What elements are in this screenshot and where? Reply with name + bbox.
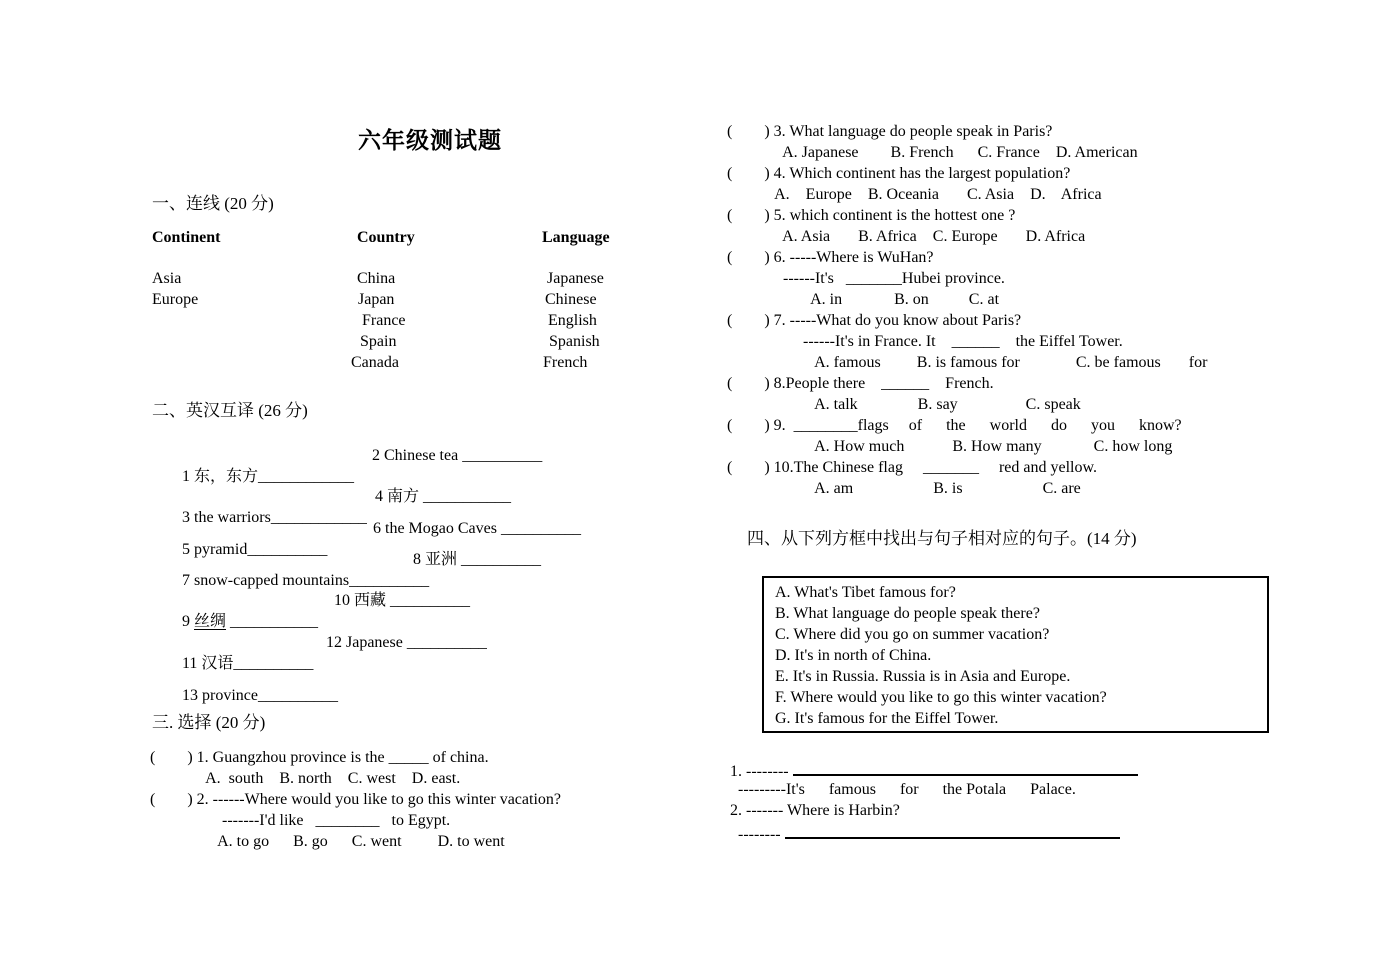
translation-item-left: 13 province__________ [182, 687, 338, 704]
answer-blank-line [793, 758, 1138, 776]
answer1-prompt-line [730, 758, 1138, 779]
country-item: Japan [358, 291, 395, 308]
answer-blank-line [785, 821, 1120, 839]
matching-table [150, 227, 710, 377]
choice-options-line: A. in B. on C. at [727, 291, 1000, 308]
box-option: B. What language do people speak there? [775, 605, 1040, 622]
language-column [542, 227, 610, 373]
options-box [762, 576, 1269, 733]
choice-question-line: ( ) 3. What language do people speak in Paris? [727, 123, 1053, 140]
choice-options-line: A. south B. north C. west D. east. [150, 770, 461, 787]
section1-heading: 一、连线 (20 分) [152, 194, 274, 213]
answer1-prompt: 1. -------- [730, 763, 793, 780]
language-item: English [548, 312, 597, 329]
choice-question-line: ( ) 10.The Chinese flag _______ red and yellow. [727, 459, 1097, 476]
country-item: Canada [351, 354, 399, 371]
box-option: A. What's Tibet famous for? [775, 584, 956, 601]
translation-item-right: 8 亚洲 __________ [413, 551, 542, 568]
translation-item-left: 3 the warriors____________ [182, 509, 367, 526]
left-column [150, 0, 710, 971]
translation-item-right: 10 西藏 __________ [334, 592, 471, 609]
continent-header: Continent [152, 229, 221, 246]
choice-questions-left [150, 747, 561, 852]
choice-question-line: ( ) 7. -----What do you know about Paris? [727, 312, 1022, 329]
choice-answer-line: -------I'd like ________ to Egypt. [150, 812, 451, 829]
section3-heading: 三. 选择 (20 分) [152, 713, 266, 732]
page-title: 六年级测试题 [358, 127, 502, 153]
choice-options-line: A. famous B. is famous for C. be famous for [727, 354, 1208, 371]
answer2-dashes: -------- [730, 826, 785, 843]
item9-number: 9 [182, 613, 194, 630]
translation-item-left: 1 东，东方____________ [182, 468, 355, 485]
translation-item-right: 4 南方 ___________ [375, 488, 512, 505]
continent-item: Asia [152, 270, 182, 287]
box-option: G. It's famous for the Eiffel Tower. [775, 710, 999, 727]
choice-questions-right [727, 121, 1207, 499]
choice-options-line: A. Europe B. Oceania C. Asia D. Africa [727, 186, 1102, 203]
box-option: C. Where did you go on summer vacation? [775, 626, 1050, 643]
language-header: Language [542, 229, 610, 246]
choice-question-line: ( ) 4. Which continent has the largest population? [727, 165, 1071, 182]
continent-item: Europe [152, 291, 199, 308]
country-item: China [357, 270, 396, 287]
translation-item-left: 5 pyramid__________ [182, 541, 328, 558]
choice-options-line: A. talk B. say C. speak [727, 396, 1081, 413]
box-option: D. It's in north of China. [775, 647, 932, 664]
choice-question-line: ( ) 2. ------Where would you like to go this winter vacation? [150, 791, 561, 808]
choice-options-line: A. am B. is C. are [727, 480, 1081, 497]
translation-item-left: 11 汉语__________ [182, 655, 314, 672]
answer2-reply-line [730, 821, 1138, 842]
choice-options-line: A. Asia B. Africa C. Europe D. Africa [727, 228, 1086, 245]
language-item: Japanese [547, 270, 604, 287]
choice-answer-line: ------It's in France. It ______ the Eiffel Tower. [727, 333, 1123, 350]
choice-question-line: ( ) 8.People there ______ French. [727, 375, 994, 392]
choice-options-line: A. to go B. go C. went D. to went [150, 833, 505, 850]
country-column [351, 227, 415, 373]
translation-item-left: 7 snow-capped mountains__________ [182, 572, 430, 589]
item9-blank: ___________ [226, 613, 319, 630]
choice-question-line: ( ) 6. -----Where is WuHan? [727, 249, 934, 266]
choice-question-line: ( ) 1. Guangzhou province is the _____ of china. [150, 749, 489, 766]
choice-options-line: A. How much B. How many C. how long [727, 438, 1173, 455]
box-option: E. It's in Russia. Russia is in Asia and Europe. [775, 668, 1071, 685]
translation-item-right: 6 the Mogao Caves __________ [373, 520, 581, 537]
language-item: French [543, 354, 588, 371]
choice-question-line: ( ) 5. which continent is the hottest one ? [727, 207, 1016, 224]
choice-question-line: ( ) 9. ________flags of the world do you know? [727, 417, 1182, 434]
translation-item-right: 12 Japanese __________ [326, 634, 487, 651]
answer2-question-line: 2. ------- Where is Harbin? [730, 802, 900, 819]
continent-column [152, 227, 220, 310]
answer1-reply-line: ---------It's famous for the Potala Palace. [730, 781, 1076, 798]
country-header: Country [357, 229, 415, 246]
right-column [727, 0, 1372, 971]
country-item: France [362, 312, 406, 329]
choice-answer-line: ------It's _______Hubei province. [727, 270, 1005, 287]
item9-underlined-term: 丝绸 [194, 613, 227, 630]
answers-block [730, 758, 1138, 842]
translation-item-right: 2 Chinese tea __________ [372, 447, 543, 464]
section2-heading: 二、英汉互译 (26 分) [152, 401, 308, 420]
language-item: Spanish [549, 333, 600, 350]
box-option: F. Where would you like to go this winter vacation? [775, 689, 1107, 706]
country-item: Spain [360, 333, 397, 350]
translation-list [150, 445, 750, 704]
language-item: Chinese [545, 291, 597, 308]
section4-heading: 四、从下列方框中找出与句子相对应的句子。(14 分) [747, 529, 1137, 548]
choice-options-line: A. Japanese B. French C. France D. American [727, 144, 1138, 161]
